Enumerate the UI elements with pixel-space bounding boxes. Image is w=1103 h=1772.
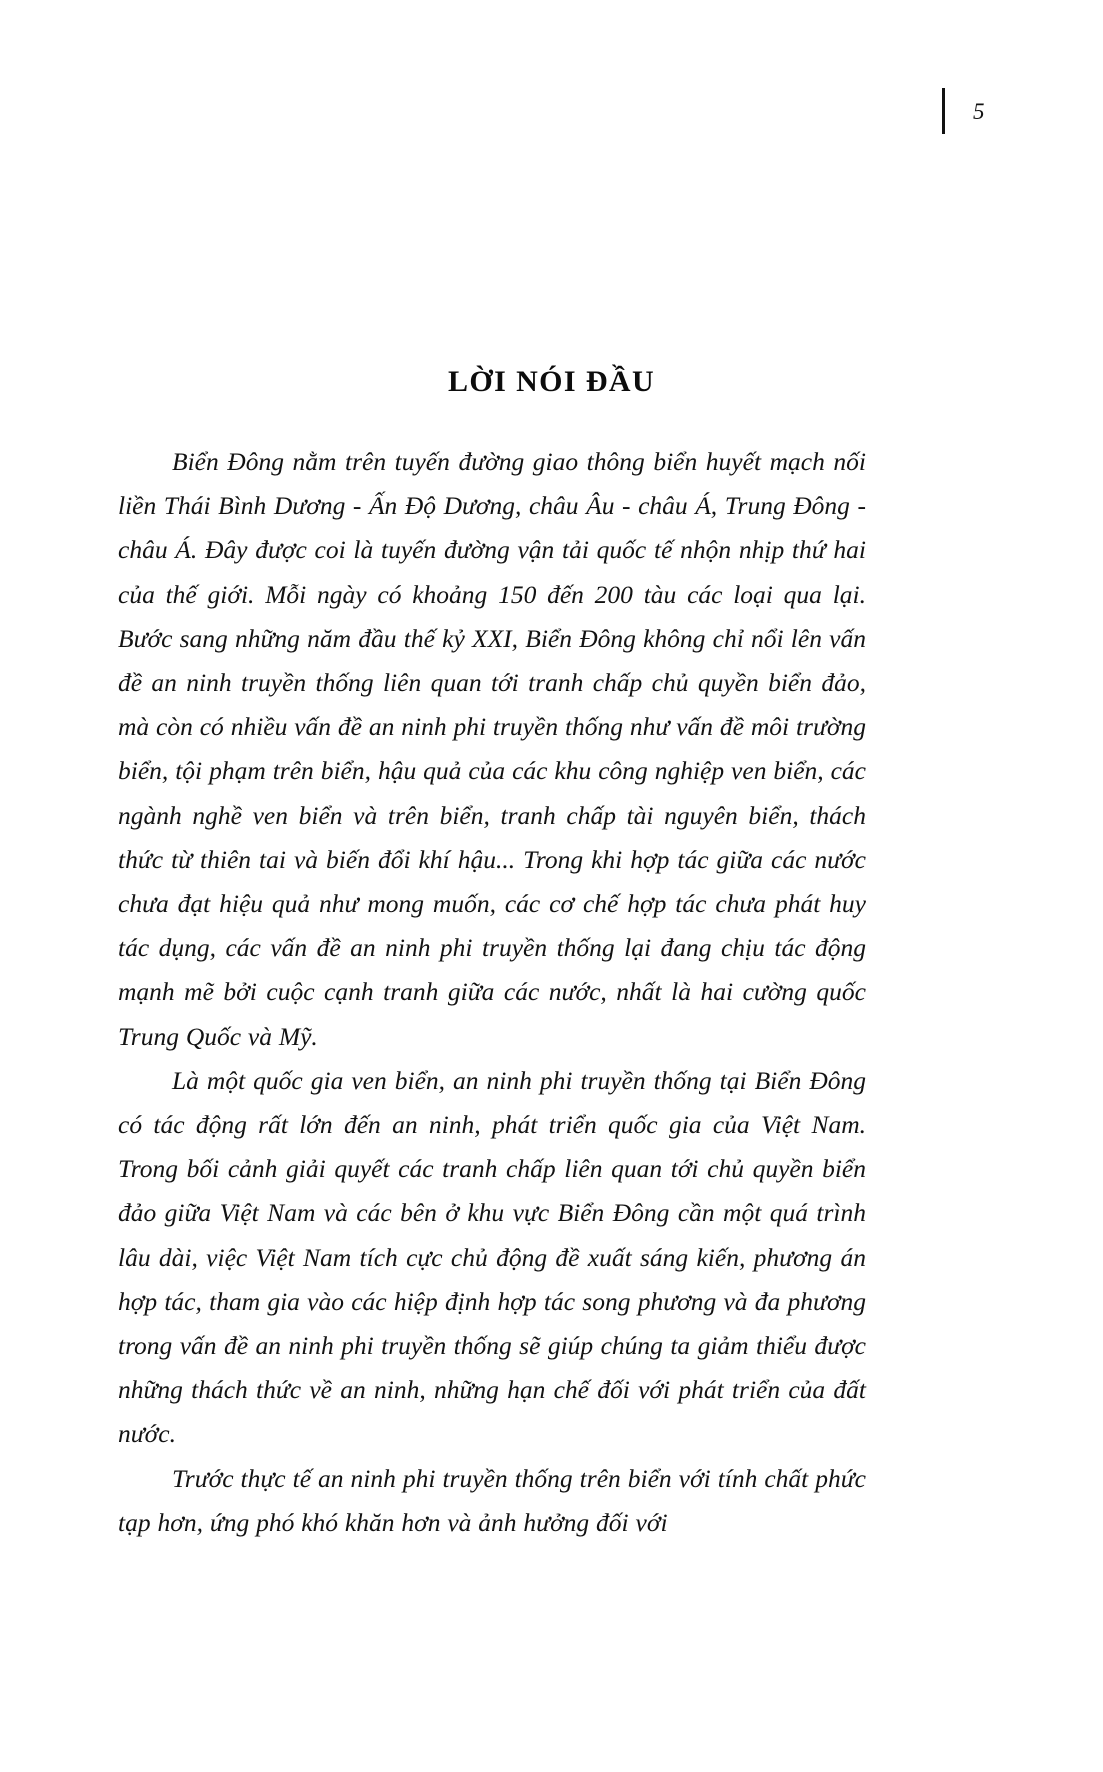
header-rule-divider bbox=[942, 88, 945, 134]
paragraph: Trước thực tế an ninh phi truyền thống trên biển với tính chất phức tạp hơn, ứng phó khó khăn hơn và ảnh hưởng đối với bbox=[118, 1463, 866, 1537]
page-header bbox=[942, 88, 985, 134]
page-title: LỜI NÓI ĐẦU bbox=[447, 365, 656, 399]
paragraph: Là một quốc gia ven biển, an ninh phi truyền thống tại Biển Đông có tác động rất lớn đến an ninh, phát triển quốc gia của Việt Nam. Trong bối cảnh giải quyết các tranh chấp liên quan tới chủ quyền biển đảo giữa Việt Nam và các bên ở khu vực Biển Đông cần một quá trình lâu dài, việc Việt Nam tích cực chủ động đề xuất sáng kiến, phương án hợp tác, tham gia vào các hiệp định hợp tác song phương và đa phương trong vấn đề an ninh phi truyền thống sẽ giúp chúng ta giảm thiểu được những thách thức về an ninh, những hạn chế đối với phát triển của đất nước. bbox=[118, 1065, 866, 1449]
page-number: 5 bbox=[973, 98, 985, 124]
paragraph: Biển Đông nằm trên tuyến đường giao thông biển huyết mạch nối liền Thái Bình Dương - Ấn Độ Dương, châu Âu - châu Á, Trung Đông - châu Á. Đây được coi là tuyến đường vận tải quốc tế nhộn nhịp thứ hai của thế giới. Mỗi ngày có khoảng 150 đến 200 tàu các loại qua lại. Bước sang những năm đầu thế kỷ XXI, Biển Đông không chỉ nổi lên vấn đề an ninh truyền thống liên quan tới tranh chấp chủ quyền biển đảo, mà còn có nhiều vấn đề an ninh phi truyền thống như vấn đề môi trường biển, tội phạm trên biển, hậu quả của các khu công nghiệp ven biển, các ngành nghề ven biển và trên biển, tranh chấp tài nguyên biển, thách thức từ thiên tai và biến đổi khí hậu... Trong khi hợp tác giữa các nước chưa đạt hiệu quả như mong muốn, các cơ chế hợp tác chưa phát huy tác dụng, các vấn đề an ninh phi truyền thống lại đang chịu tác động mạnh mẽ bởi cuộc cạnh tranh giữa các nước, nhất là hai cường quốc Trung Quốc và Mỹ. bbox=[118, 447, 866, 1051]
body-text bbox=[118, 440, 866, 1545]
